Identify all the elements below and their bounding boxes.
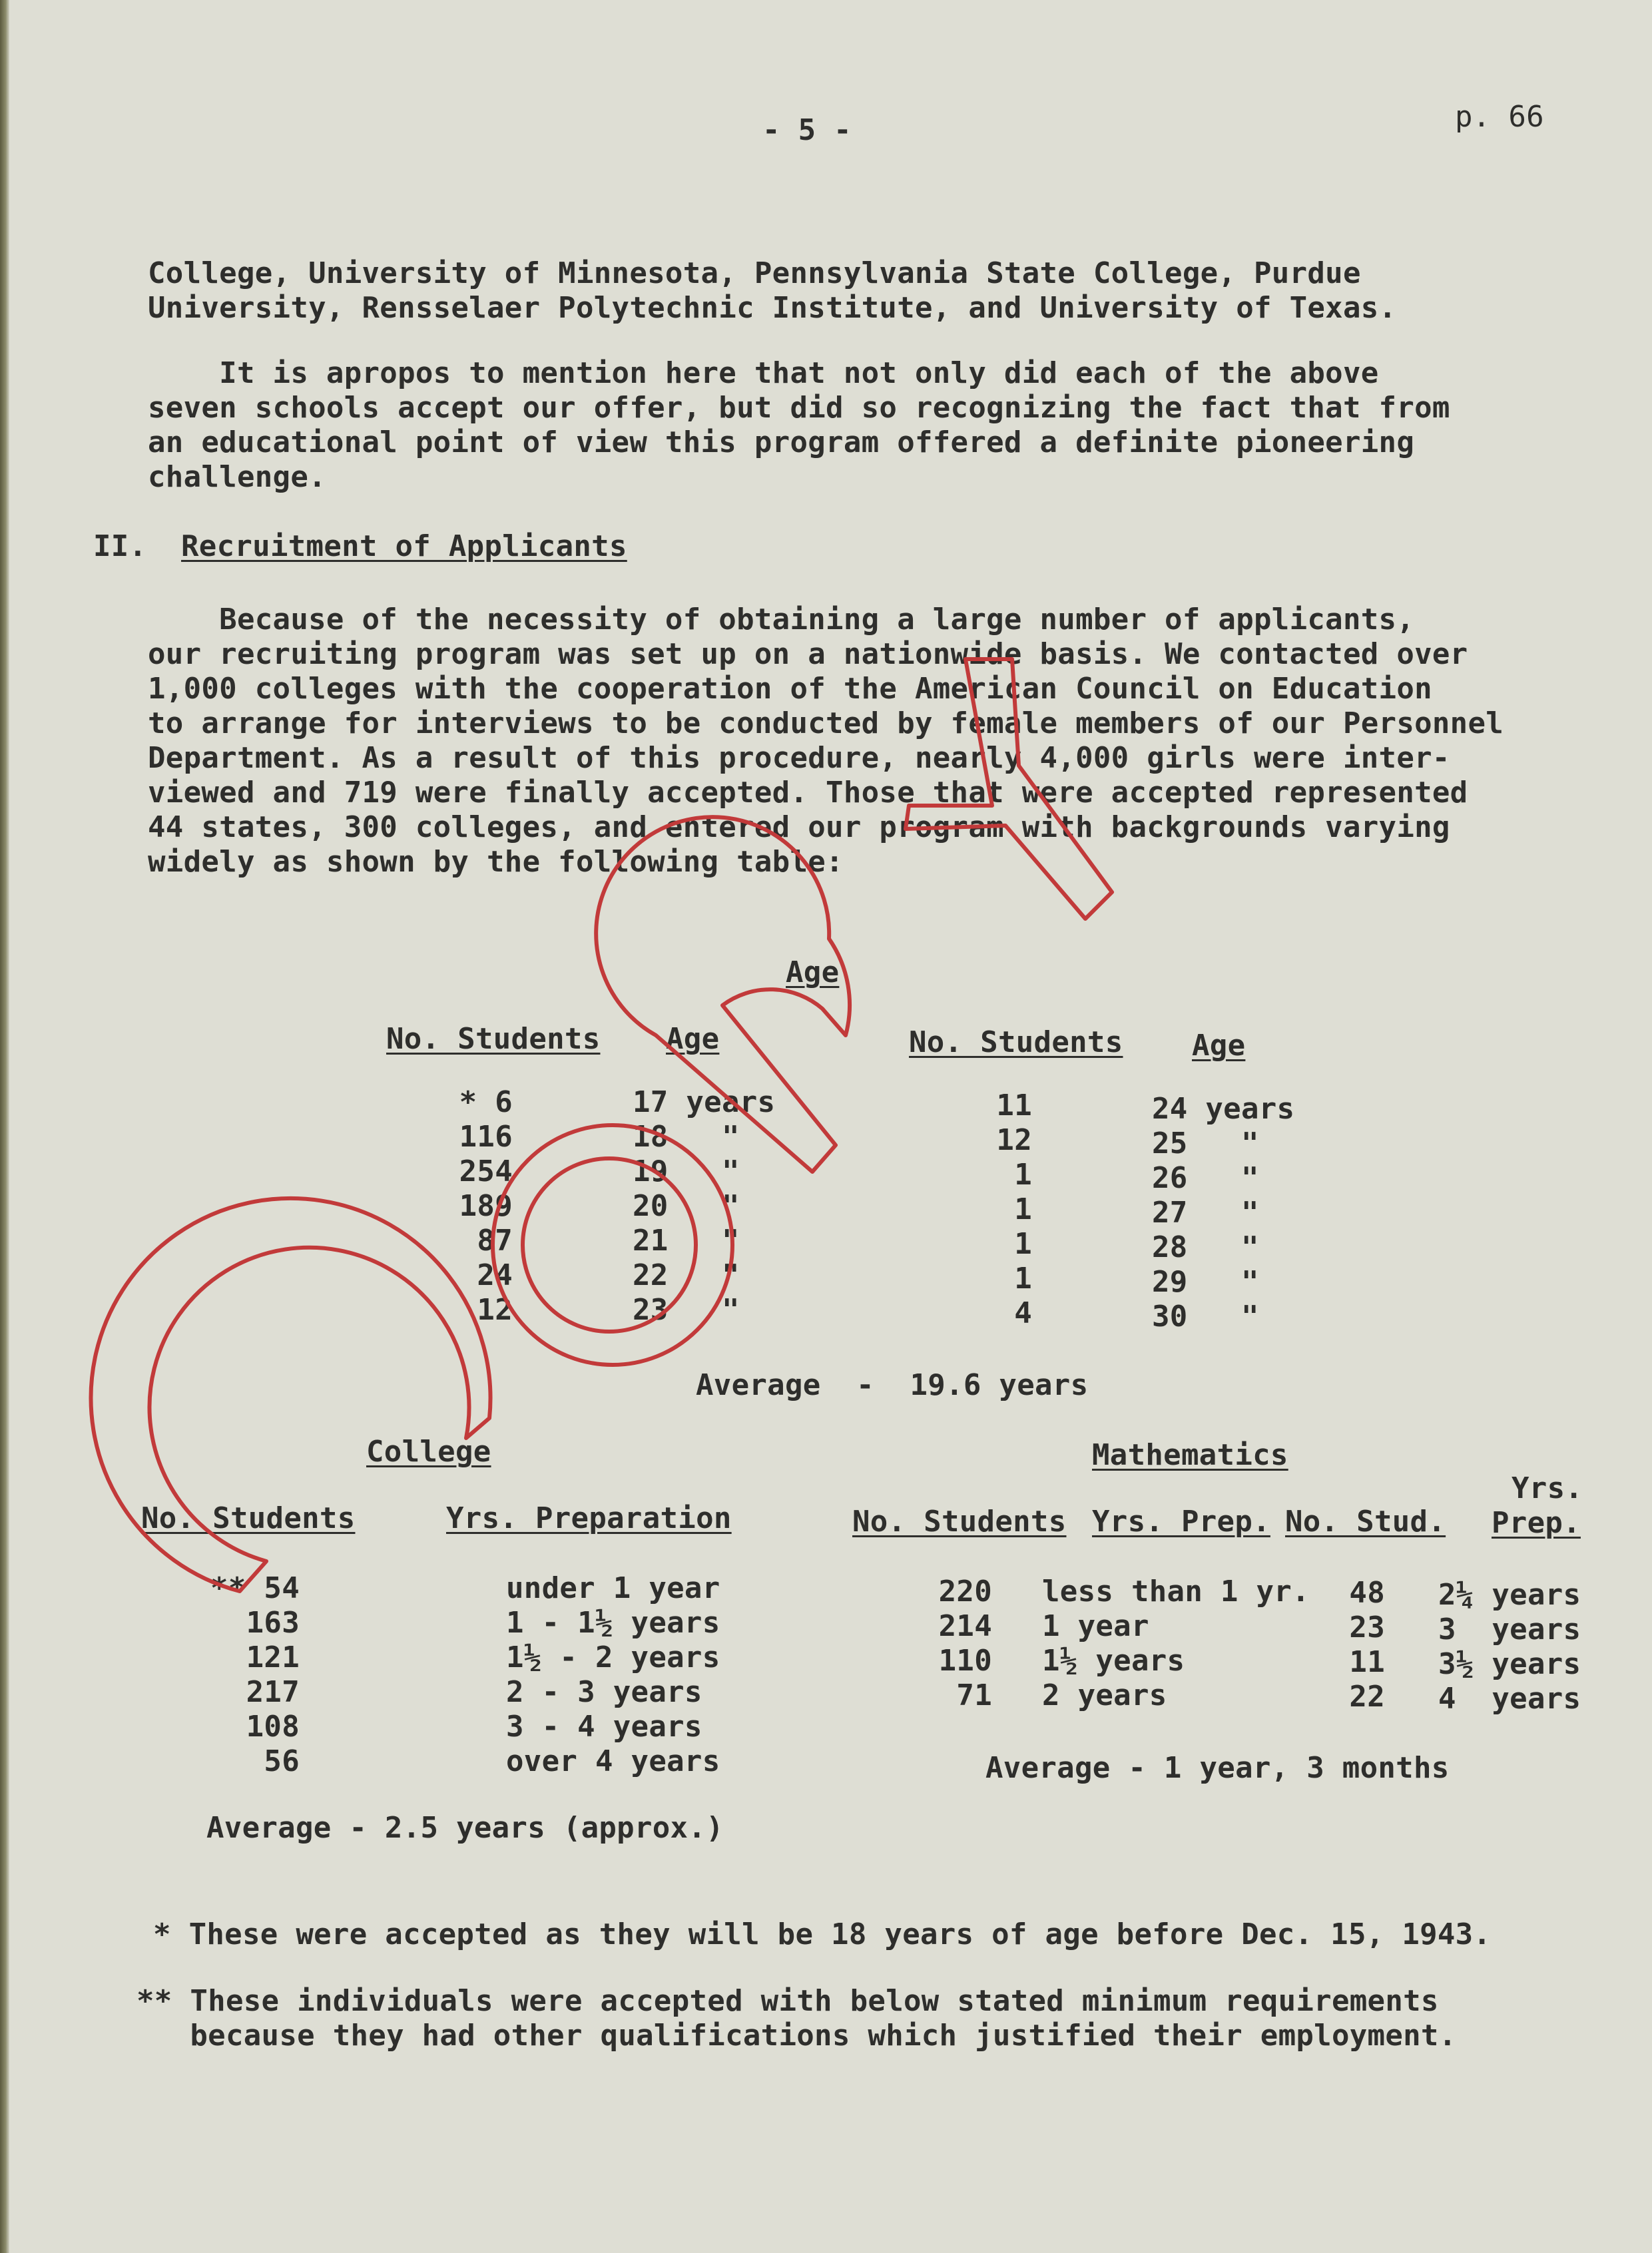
table-cell: 27 " bbox=[1152, 1196, 1259, 1230]
table-cell: less than 1 yr. bbox=[1042, 1575, 1310, 1609]
table-cell: 1½ - 2 years bbox=[506, 1640, 720, 1674]
table-cell: 25 " bbox=[1152, 1126, 1259, 1160]
text-line: University, Rensselaer Polytechnic Institute, and University of Texas. bbox=[148, 291, 1397, 325]
table-cell: over 4 years bbox=[506, 1744, 720, 1778]
table-cell: 108 bbox=[246, 1710, 300, 1744]
text-line: widely as shown by the following table: bbox=[148, 845, 844, 879]
table-cell: 4 bbox=[1014, 1296, 1032, 1330]
page-number-center: - 5 - bbox=[762, 113, 852, 147]
table-cell: 23 " bbox=[633, 1293, 740, 1327]
table-cell: 23 bbox=[1349, 1611, 1385, 1644]
math-students-column bbox=[919, 1575, 992, 1713]
page-number-corner: p. 66 bbox=[1455, 100, 1544, 134]
text-line: an educational point of view this program offered a definite pioneering bbox=[148, 425, 1415, 459]
table-cell: under 1 year bbox=[506, 1571, 720, 1605]
table-cell: 11 bbox=[996, 1089, 1032, 1123]
table-cell: 11 bbox=[1349, 1645, 1385, 1679]
table-cell: 22 " bbox=[633, 1258, 740, 1292]
age-header-age-left: Age bbox=[666, 1022, 720, 1056]
table-cell: 24 bbox=[477, 1258, 513, 1292]
college-average: Average - 2.5 years (approx.) bbox=[206, 1811, 724, 1845]
table-cell: 3 years bbox=[1438, 1613, 1581, 1646]
table-cell: 2 years bbox=[1042, 1678, 1167, 1712]
table-cell: 17 years bbox=[633, 1085, 776, 1119]
table-cell: 1½ years bbox=[1042, 1644, 1185, 1678]
table-cell: 1 bbox=[1014, 1192, 1032, 1226]
table-cell: 20 " bbox=[633, 1189, 740, 1223]
age-left-students-column bbox=[439, 1085, 513, 1328]
math-prep-column bbox=[1042, 1575, 1310, 1713]
table-cell: 1 year bbox=[1042, 1609, 1149, 1643]
table-cell: 24 years bbox=[1152, 1092, 1295, 1126]
age-right-students-column bbox=[959, 1089, 1032, 1331]
section-title: Recruitment of Applicants bbox=[181, 529, 627, 563]
age-table-title: Age bbox=[786, 955, 840, 989]
table-cell: 121 bbox=[246, 1640, 300, 1674]
table-cell: * 6 bbox=[459, 1085, 513, 1119]
college-prep-column bbox=[506, 1571, 720, 1779]
table-cell: 110 bbox=[938, 1644, 992, 1678]
table-cell: 12 bbox=[996, 1123, 1032, 1157]
college-header-students: No. Students bbox=[141, 1501, 356, 1535]
math-header-students2: No. Stud. bbox=[1285, 1505, 1446, 1539]
age-header-age-right: Age bbox=[1192, 1029, 1246, 1063]
table-cell: 1 - 1½ years bbox=[506, 1606, 720, 1640]
age-average: Average - 19.6 years bbox=[696, 1368, 1089, 1402]
text-line: Department. As a result of this procedure, nearly 4,000 girls were inter- bbox=[148, 741, 1450, 775]
text-line: 1,000 colleges with the cooperation of the American Council on Education bbox=[148, 672, 1432, 706]
math-students2-column bbox=[1332, 1576, 1385, 1714]
intro-paragraph bbox=[148, 256, 1396, 326]
table-cell: 217 bbox=[246, 1675, 300, 1709]
text-line: 44 states, 300 colleges, and entered our program with backgrounds varying bbox=[148, 810, 1450, 844]
section-number: II. bbox=[93, 529, 147, 563]
table-cell: 1 bbox=[1014, 1227, 1032, 1261]
table-cell: 21 " bbox=[633, 1224, 740, 1258]
college-students-column bbox=[180, 1571, 300, 1779]
table-cell: 56 bbox=[264, 1744, 300, 1778]
table-cell: 87 bbox=[477, 1224, 513, 1258]
table-cell: 2 - 3 years bbox=[506, 1675, 702, 1709]
table-cell: 254 bbox=[459, 1154, 513, 1188]
table-cell: 71 bbox=[956, 1678, 992, 1712]
table-cell: 116 bbox=[459, 1120, 513, 1154]
age-header-students-left: No. Students bbox=[386, 1022, 601, 1056]
table-cell: 48 bbox=[1349, 1576, 1385, 1610]
table-cell: 30 " bbox=[1152, 1300, 1259, 1334]
text-line: ** These individuals were accepted with below stated minimum requirements bbox=[137, 1984, 1439, 2018]
table-cell: 4 years bbox=[1438, 1682, 1581, 1716]
recruitment-paragraph bbox=[148, 603, 1504, 879]
apropos-paragraph bbox=[148, 356, 1450, 495]
math-prep2-column bbox=[1438, 1578, 1581, 1716]
table-cell: 3½ years bbox=[1438, 1647, 1581, 1681]
table-cell: 26 " bbox=[1152, 1161, 1259, 1195]
table-cell: 28 " bbox=[1152, 1230, 1259, 1264]
footnote-single-star: * These were accepted as they will be 18 years of age before Dec. 15, 1943. bbox=[153, 1917, 1492, 1951]
text-line: viewed and 719 were finally accepted. Those that were accepted represented bbox=[148, 776, 1468, 810]
table-cell: ** 54 bbox=[210, 1571, 300, 1605]
table-cell: 220 bbox=[938, 1575, 992, 1609]
table-cell: 3 - 4 years bbox=[506, 1710, 702, 1744]
text-line: to arrange for interviews to be conducted by female members of our Personnel bbox=[148, 706, 1504, 740]
text-line: seven schools accept our offer, but did so recognizing the fact that from bbox=[148, 391, 1450, 425]
text-line: Because of the necessity of obtaining a large number of applicants, bbox=[148, 603, 1415, 636]
text-line: challenge. bbox=[148, 460, 326, 494]
text-line: It is apropos to mention here that not only did each of the above bbox=[148, 356, 1379, 390]
footnote-double-star bbox=[137, 1984, 1456, 2053]
age-right-age-column bbox=[1152, 1092, 1294, 1334]
page-edge bbox=[0, 0, 9, 2253]
math-header-prep: Yrs. Prep. bbox=[1092, 1505, 1270, 1539]
table-cell: 189 bbox=[459, 1189, 513, 1223]
math-header-students: No. Students bbox=[852, 1505, 1067, 1539]
text-line: because they had other qualifications which justified their employment. bbox=[137, 2019, 1457, 2053]
math-table-title: Mathematics bbox=[1092, 1438, 1288, 1472]
table-cell: 214 bbox=[938, 1609, 992, 1643]
age-header-students-right: No. Students bbox=[909, 1025, 1123, 1059]
table-cell: 12 bbox=[477, 1293, 513, 1327]
math-average: Average - 1 year, 3 months bbox=[985, 1751, 1450, 1785]
table-cell: 18 " bbox=[633, 1120, 740, 1154]
table-cell: 22 bbox=[1349, 1680, 1385, 1714]
text-line: our recruiting program was set up on a nationwide basis. We contacted over bbox=[148, 637, 1468, 671]
table-cell: 1 bbox=[1014, 1158, 1032, 1192]
table-cell: 29 " bbox=[1152, 1265, 1259, 1299]
table-cell: 1 bbox=[1014, 1262, 1032, 1296]
math-header-prep2-line2: Prep. bbox=[1492, 1506, 1581, 1540]
age-left-age-column bbox=[633, 1085, 775, 1328]
text-line: College, University of Minnesota, Pennsylvania State College, Purdue bbox=[148, 256, 1361, 290]
college-header-prep: Yrs. Preparation bbox=[446, 1501, 732, 1535]
math-header-prep2-line1: Yrs. bbox=[1512, 1471, 1583, 1505]
college-table-title: College bbox=[366, 1435, 491, 1469]
table-cell: 2¼ years bbox=[1438, 1578, 1581, 1612]
table-cell: 19 " bbox=[633, 1154, 740, 1188]
table-cell: 163 bbox=[246, 1606, 300, 1640]
